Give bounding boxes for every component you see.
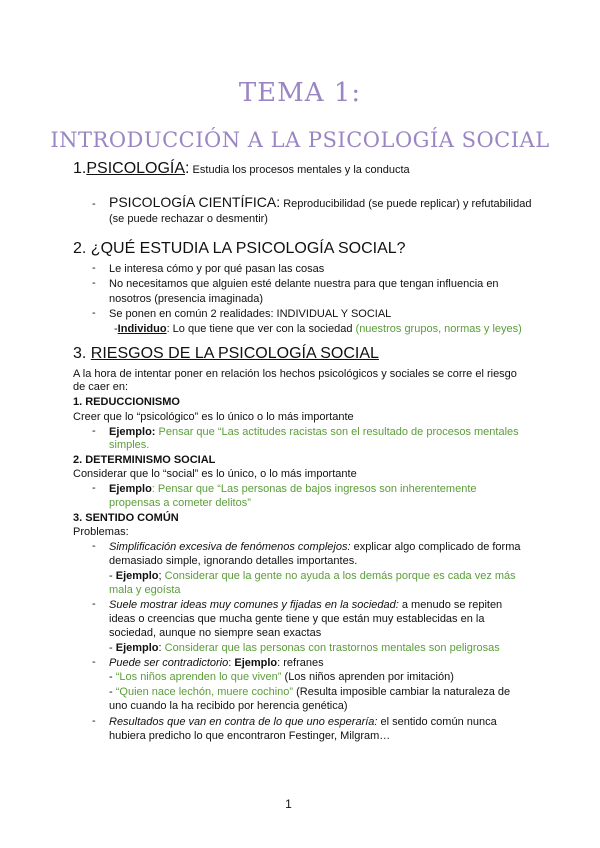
problem-example-cont: mala y egoísta bbox=[109, 584, 181, 596]
section-3-intro: de caer en: bbox=[73, 381, 129, 393]
bullet-dash: - bbox=[92, 425, 96, 437]
problem-example: - Ejemplo: Considerar que las personas con trastornos mentales son peligrosas bbox=[109, 642, 500, 654]
reduccionismo-example-cont: simples. bbox=[109, 439, 150, 451]
problem-item: Simplificación excesiva de fenómenos complejos: explicar algo complicado de forma bbox=[109, 541, 521, 553]
problem-item-cont: hubiera predicho lo que encontraron Festinger, Milgram… bbox=[109, 730, 391, 742]
problem-item-cont: sociedad, aunque no siempre sean exactas bbox=[109, 627, 322, 639]
individual-subitem: -Individuo: Lo que tiene que ver con la sociedad (nuestros grupos, normas y leyes) bbox=[114, 323, 522, 335]
sentido-comun-heading: 3. SENTIDO COMÚN bbox=[73, 512, 179, 524]
refran-item: - “Quien nace lechón, muere cochino” (Resulta imposible cambiar la naturaleza de bbox=[109, 686, 511, 698]
bullet-dash: - bbox=[92, 262, 96, 274]
determinismo-example: Ejemplo: Pensar que “Las personas de bajos ingresos son inherentemente bbox=[109, 483, 477, 495]
list-item-continuation: nosotros (presencia imaginada) bbox=[109, 293, 264, 305]
problem-item-cont: ideas o creencias que mucha gente tiene y que están muy establecidas en la bbox=[109, 613, 485, 625]
problem-item: Resultados que van en contra de lo que uno esperaría: el sentido común nunca bbox=[109, 716, 497, 728]
problem-example: - Ejemplo; Considerar que la gente no ayuda a los demás porque es cada vez más bbox=[109, 570, 516, 582]
bullet-dash: - bbox=[92, 540, 96, 552]
bullet-dash: - bbox=[92, 198, 96, 210]
bullet-dash: - bbox=[92, 598, 96, 610]
list-item: Le interesa cómo y por qué pasan las cosas bbox=[109, 263, 325, 275]
problem-item: Puede ser contradictorio: Ejemplo: refranes bbox=[109, 657, 324, 669]
section-3-intro: A la hora de intentar poner en relación los hechos psicológicos y sociales se corre el riesgo bbox=[73, 368, 517, 380]
bullet-dash: - bbox=[92, 482, 96, 494]
refran-item-cont: uno cuando la ha recibido por herencia genética) bbox=[109, 700, 348, 712]
bullet-dash: - bbox=[92, 307, 96, 319]
reduccionismo-heading: 1. REDUCCIONISMO bbox=[73, 396, 180, 408]
section-1-heading: 1.PSICOLOGÍA: Estudia los procesos mentales y la conducta bbox=[73, 160, 410, 177]
page-number: 1 bbox=[285, 797, 292, 811]
determinismo-heading: 2. DETERMINISMO SOCIAL bbox=[73, 454, 216, 466]
problem-item: Suele mostrar ideas muy comunes y fijadas en la sociedad: a menudo se repiten bbox=[109, 599, 503, 611]
bullet-dash: - bbox=[92, 656, 96, 668]
bullet-dash: - bbox=[92, 715, 96, 727]
page-subtitle: INTRODUCCIÓN A LA PSICOLOGÍA SOCIAL bbox=[50, 128, 550, 152]
page-title: TEMA 1: bbox=[238, 78, 362, 108]
problem-item-cont: demasiado simple, ignorando detalles importantes. bbox=[109, 555, 358, 567]
section-3-heading: 3. RIESGOS DE LA PSICOLOGÍA SOCIAL bbox=[73, 345, 379, 362]
list-item: Se ponen en común 2 realidades: INDIVIDUAL Y SOCIAL bbox=[109, 308, 392, 320]
scientific-psychology-text: (se puede rechazar o desmentir) bbox=[109, 213, 268, 225]
list-item: No necesitamos que alguien esté delante nuestra para que tengan influencia en bbox=[109, 278, 499, 290]
determinismo-example-cont: propensas a cometer delitos” bbox=[109, 497, 251, 509]
determinismo-text: Considerar que lo “social” es lo único, o lo más importante bbox=[73, 468, 357, 480]
reduccionismo-text: Creer que lo “psicológico” es lo único o lo más importante bbox=[73, 411, 354, 423]
bullet-dash: - bbox=[92, 277, 96, 289]
section-2-heading: 2. ¿QUÉ ESTUDIA LA PSICOLOGÍA SOCIAL? bbox=[73, 240, 406, 257]
scientific-psychology-item: PSICOLOGÍA CIENTÍFICA: Reproducibilidad (se puede replicar) y refutabilidad bbox=[109, 194, 532, 210]
reduccionismo-example: Ejemplo: Pensar que “Las actitudes racistas son el resultado de procesos mentales bbox=[109, 426, 519, 438]
refran-item: - “Los niños aprenden lo que viven” (Los niños aprenden por imitación) bbox=[109, 671, 454, 683]
problemas-label: Problemas: bbox=[73, 526, 129, 538]
